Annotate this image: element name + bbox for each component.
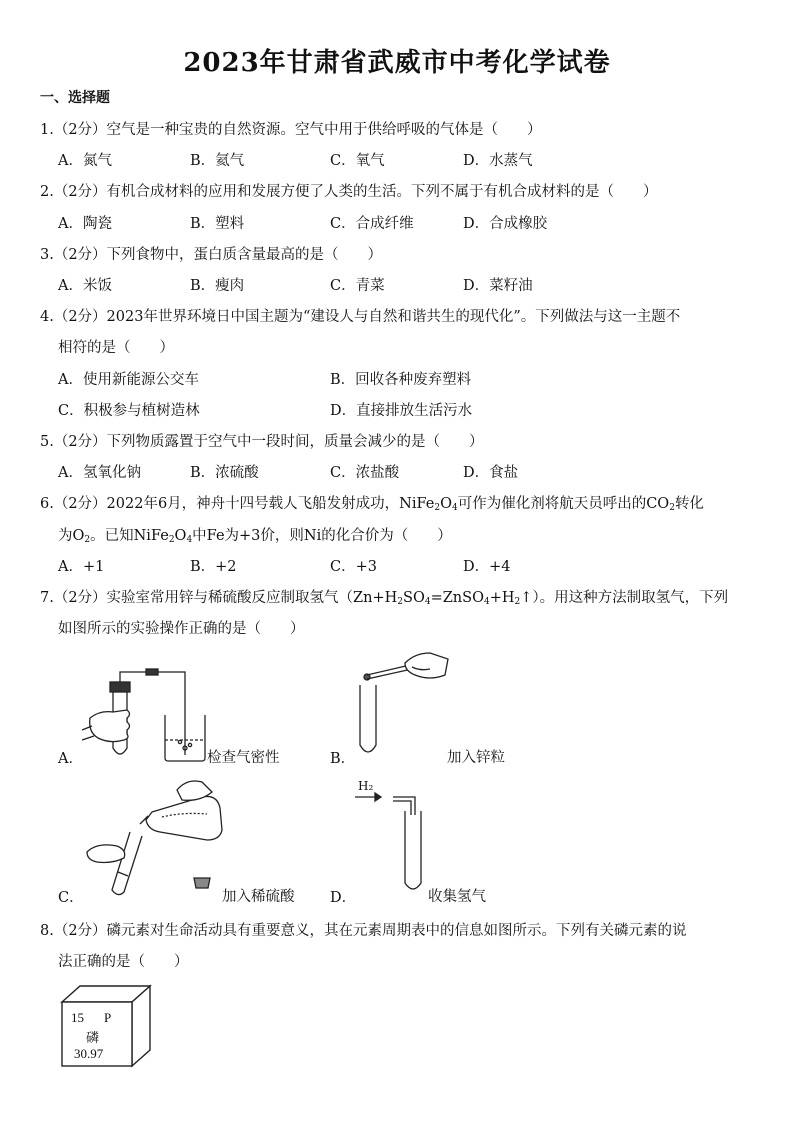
question-4-stem: 4.（2分）2023年世界环境日中国主题为“建设人与自然和谐共生的现代化”。下列做法与这一主题不 [40, 309, 681, 325]
q3-option-a: A．米饭 [58, 278, 112, 294]
q2-option-b: B．塑料 [190, 216, 245, 232]
question-6-stem-cont: 为$O_2$。已知$NiFe_2O_4$中Fe为+3价，则Ni的化合价为（ ） [58, 528, 452, 545]
q7-option-b: B． [330, 751, 356, 767]
q5-option-a: A．氢氧化钠 [58, 465, 141, 481]
question-8-stem-cont: 法正确的是（ ） [58, 954, 189, 970]
phosphorus-element-cube [58, 984, 153, 1069]
q6-option-c: C．+3 [330, 559, 377, 575]
q5-option-c: C．浓盐酸 [330, 465, 400, 481]
q5-option-b: B．浓硫酸 [190, 465, 259, 481]
q7-option-c: C． [58, 890, 84, 906]
figure-c-caption: 加入稀硫酸 [222, 889, 295, 905]
q7-option-d: D． [330, 890, 357, 906]
q2-option-d: D．合成橡胶 [463, 216, 548, 232]
q1-option-c: C．氧气 [330, 153, 385, 169]
question-1-stem: 1.（2分）空气是一种宝贵的自然资源。空气中用于供给呼吸的气体是（ ） [40, 122, 542, 138]
q6-option-b: B．+2 [190, 559, 237, 575]
hydrogen-label: H₂ [358, 779, 374, 793]
section-heading: 一、选择题 [40, 90, 110, 106]
figure-c-pour-acid [82, 772, 232, 902]
q2-option-a: A．陶瓷 [58, 216, 112, 232]
question-8-stem: 8.（2分）磷元素对生命活动具有重要意义，其在元素周期表中的信息如图所示。下列有关磷元素的说 [40, 923, 687, 939]
q3-option-b: B．瘦肉 [190, 278, 245, 294]
q3-option-c: C．青菜 [330, 278, 385, 294]
q7-option-a: A． [58, 751, 83, 767]
element-name: 磷 [86, 1031, 100, 1046]
q6-option-a: A．+1 [58, 559, 105, 575]
figure-d-caption: 收集氢气 [428, 889, 486, 905]
figure-d-collect-hydrogen [355, 775, 435, 900]
q4-option-d: D．直接排放生活污水 [330, 403, 473, 419]
q6-option-d: D．+4 [463, 559, 511, 575]
q1-option-d: D．水蒸气 [463, 153, 533, 169]
question-5-stem: 5.（2分）下列物质露置于空气中一段时间，质量会减少的是（ ） [40, 434, 484, 450]
question-7-stem-cont: 如图所示的实验操作正确的是（ ） [58, 621, 305, 637]
q4-option-a: A．使用新能源公交车 [58, 372, 199, 388]
question-3-stem: 3.（2分）下列食物中，蛋白质含量最高的是（ ） [40, 247, 383, 263]
q5-option-d: D．食盐 [463, 465, 519, 481]
figure-a-caption: 检查气密性 [207, 750, 280, 766]
element-atomic-mass: 30.97 [74, 1046, 104, 1061]
figure-b-caption: 加入锌粒 [447, 750, 505, 766]
figure-a-airtightness-check [80, 660, 210, 765]
question-7-stem: 7.（2分）实验室常用锌与稀硫酸反应制取氢气$(Zn+H_2SO_4=ZnSO_4+H_2↑)$。用这种方法制取氢气，下列 [40, 590, 729, 607]
q4-option-c: C．积极参与植树造林 [58, 403, 200, 419]
question-6-stem: 6.（2分）2022年6月，神舟十四号载人飞船发射成功，$NiFe_2O_4$可作为催化剂将航天员呼出的$CO_2$转化 [40, 496, 704, 513]
q4-option-b: B．回收各种废弃塑料 [330, 372, 472, 388]
q1-option-b: B．氦气 [190, 153, 245, 169]
q2-option-c: C．合成纤维 [330, 216, 414, 232]
question-2-stem: 2.（2分）有机合成材料的应用和发展方便了人类的生活。下列不属于有机合成材料的是（ ） [40, 184, 658, 200]
question-4-stem-cont: 相符的是（ ） [58, 340, 174, 356]
element-symbol: P [104, 1010, 112, 1025]
page-title: 2023年甘肃省武威市中考化学试卷 [183, 48, 611, 78]
q1-option-a: A．氮气 [58, 153, 112, 169]
element-atomic-number: 15 [71, 1010, 84, 1025]
figure-b-add-zinc [350, 645, 460, 760]
q3-option-d: D．菜籽油 [463, 278, 533, 294]
